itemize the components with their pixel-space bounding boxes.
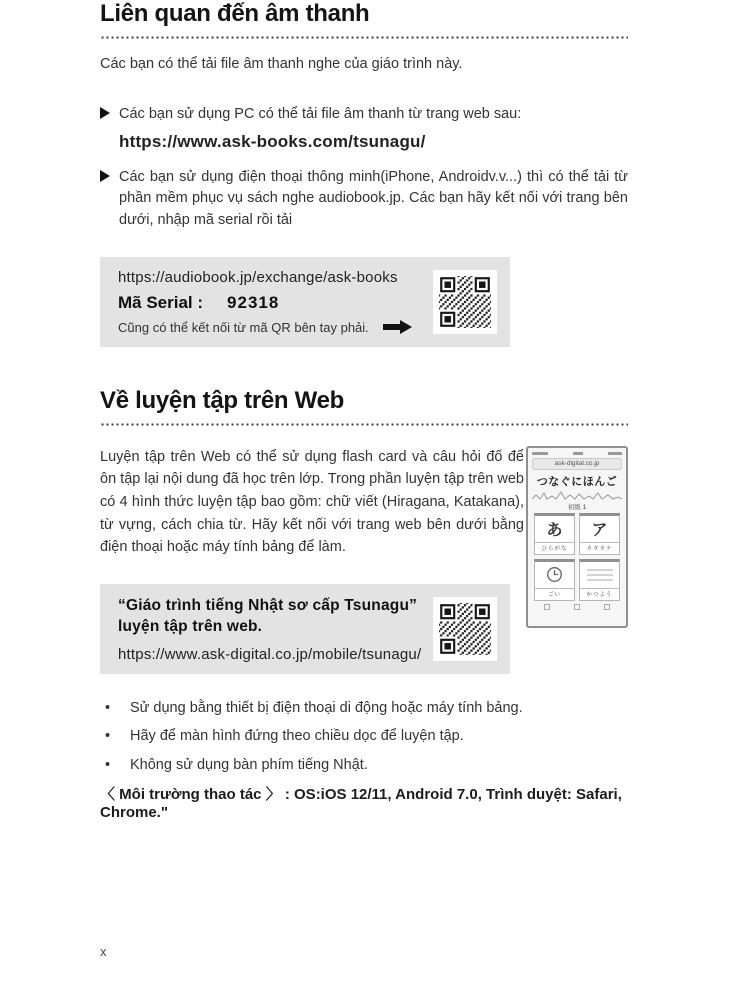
web-practice-row — [100, 446, 628, 599]
audiobook-download-box — [100, 257, 510, 347]
card-glyph: ア — [591, 522, 608, 540]
bullet-dot: • — [105, 699, 111, 716]
pc-download-text: Các bạn sử dụng PC có thể tải file âm thanh từ trang web sau: — [119, 105, 522, 122]
smartphone-download-item — [100, 167, 628, 231]
dotted-divider — [100, 36, 628, 39]
skyline-illustration — [532, 490, 622, 501]
triangle-bullet-icon — [100, 107, 110, 119]
card-katakana — [579, 513, 620, 555]
dotted-divider — [100, 423, 628, 426]
operating-environment-text: 〈 Môi trường thao tác 〉 : OS:iOS 12/11, Android 7.0, Trình duyệt: Safari, Chrome." — [100, 786, 622, 822]
pc-download-item — [100, 104, 628, 125]
web-practice-box — [100, 584, 510, 674]
practice-box-title-line2: luyện tập trên web. — [118, 618, 263, 636]
web-section-title: Về luyện tập trên Web — [100, 387, 344, 415]
phone-screenshot — [526, 446, 628, 628]
bullet-dot: • — [105, 728, 111, 745]
phone-app-title: つなぐにほんご — [536, 475, 618, 488]
practice-box-url: https://www.ask-digital.co.jp/mobile/tsunagu/ — [118, 646, 422, 664]
qr-code-practice — [433, 597, 497, 661]
card-conjugation — [579, 559, 620, 601]
usage-notes-list — [100, 698, 628, 776]
card-label: カタカナ — [580, 542, 619, 554]
practice-box-text — [118, 595, 433, 663]
note-text: Sử dụng bằng thiết bị điện thoại di động hoặc máy tính bảng. — [130, 699, 523, 716]
serial-value: 92318 — [227, 293, 280, 313]
phone-address-bar: ask-digital.co.jp — [532, 458, 622, 470]
card-vocabulary — [534, 559, 575, 601]
serial-row — [118, 293, 433, 313]
serial-label: Mã Serial : — [118, 293, 204, 313]
page-number: x — [100, 944, 107, 959]
card-label: ひらがな — [535, 542, 574, 554]
card-hiragana — [534, 513, 575, 555]
phone-card-grid — [532, 513, 622, 601]
clock-icon — [535, 562, 574, 588]
web-practice-text: Luyện tập trên Web có thể sử dụng flash card và câu hỏi đố để ôn tập lại nội dung đã học trên lớp. Trong phần luyện tập trên web có 4 hình thức luyện tập bao gồm: chữ viết (Hiragana, Katakana), từ vựng, cách chia từ. Hãy kết nối với trang web bên dưới bằng điện thoại hoặc máy tính bảng để làm. — [100, 448, 524, 556]
pc-download-url: https://www.ask-books.com/tsunagu/ — [119, 132, 426, 152]
list-item — [100, 698, 628, 719]
audiobook-url: https://audiobook.jp/exchange/ask-books — [118, 269, 398, 287]
phone-toolbar — [532, 604, 622, 610]
note-text: Hãy để màn hình đứng theo chiều dọc để luyện tập. — [130, 728, 464, 745]
qr-code-audiobook — [433, 270, 497, 334]
card-label: かつよう — [580, 588, 619, 600]
phone-level-label: 初級 1 — [567, 503, 587, 511]
audio-intro-text: Các bạn có thể tải file âm thanh nghe của giáo trình này. — [100, 55, 463, 72]
card-label: ごい — [535, 588, 574, 600]
page-content — [100, 0, 628, 821]
qr-note-text: Cũng có thể kết nối từ mã QR bên tay phải. — [118, 319, 369, 335]
list-item — [100, 726, 628, 747]
card-glyph: あ — [546, 522, 563, 540]
phone-status-bar — [532, 451, 622, 456]
download-box-text — [118, 269, 433, 335]
triangle-bullet-icon — [100, 170, 110, 182]
arrow-right-icon — [383, 319, 413, 335]
faded-card-art — [580, 562, 619, 588]
note-text: Không sử dụng bàn phím tiếng Nhật. — [130, 756, 368, 773]
audio-section-title: Liên quan đến âm thanh — [100, 0, 370, 27]
list-item — [100, 755, 628, 776]
practice-box-title-line1: “Giáo trình tiếng Nhật sơ cấp Tsunagu” — [118, 596, 418, 614]
qr-note-row — [118, 319, 433, 335]
smartphone-download-text: Các bạn sử dụng điện thoại thông minh(iPhone, Androidv.v...) thì có thể tải từ phần mềm phục vụ sách nghe audiobook.jp. Các bạn hãy kết nối với trang bên dưới, nhập mã serial rồi tải — [119, 169, 628, 228]
bullet-dot: • — [105, 756, 111, 773]
